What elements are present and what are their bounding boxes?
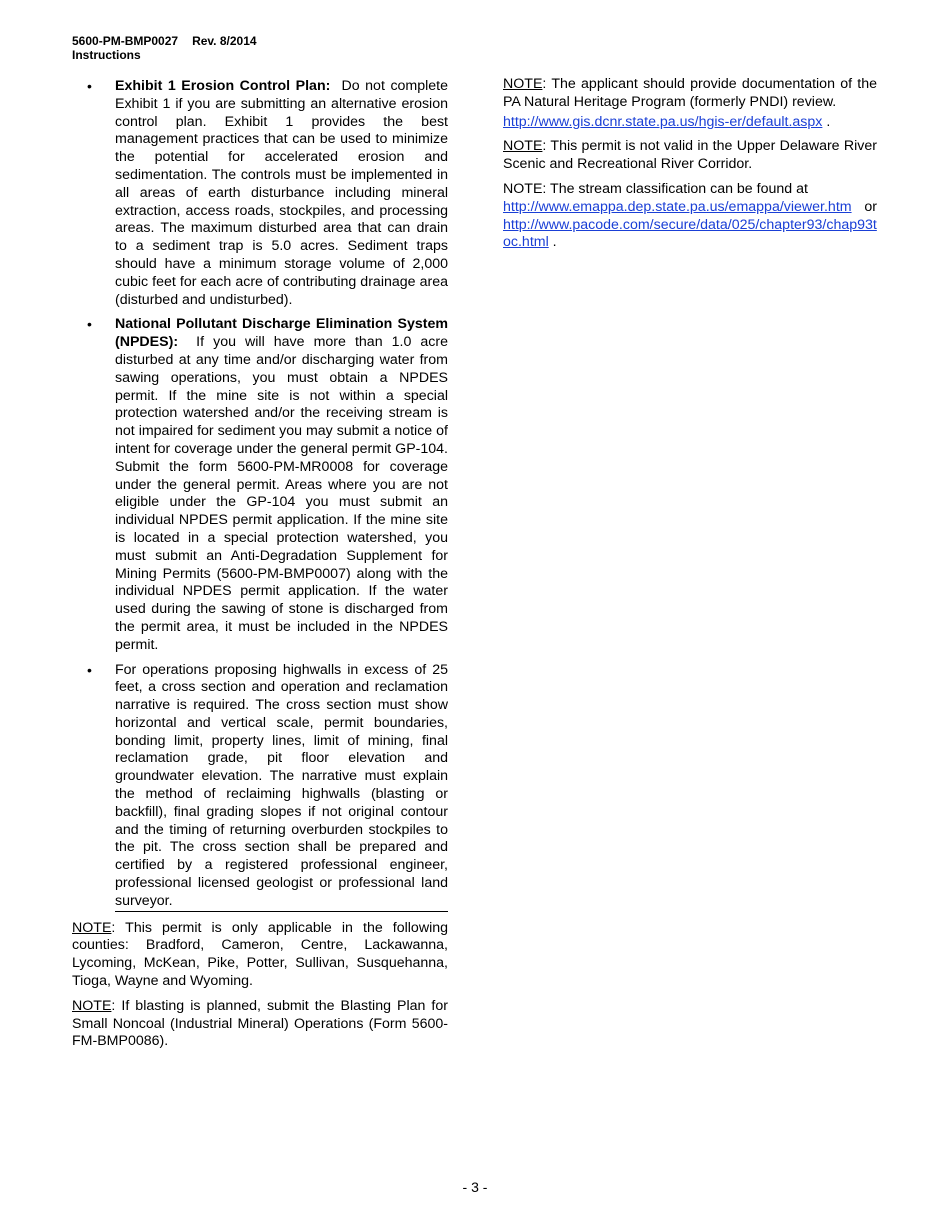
section-label: Instructions — [72, 48, 141, 62]
note-label: NOTE — [72, 919, 112, 936]
revision: Rev. 8/2014 — [192, 34, 257, 48]
list-item-erosion-control — [72, 78, 448, 309]
divider — [115, 911, 448, 912]
left-column — [72, 78, 448, 1058]
page-number: - 3 - — [462, 1179, 488, 1195]
list-item-highwalls — [72, 662, 448, 911]
note-natural-heritage-link-row — [503, 114, 877, 132]
note-delaware — [503, 138, 877, 174]
note-text: : This permit is not valid in the Upper Delaware River Scenic and Recreational River Corridor. — [503, 138, 877, 173]
note-label: NOTE — [503, 138, 543, 155]
note-blasting — [72, 998, 448, 1051]
right-column — [503, 76, 877, 252]
note-counties — [72, 920, 448, 991]
note-text: : The applicant should provide documentation of the PA Natural Heritage Program (formerly PNDI) review. — [503, 76, 877, 110]
note-text: : If blasting is planned, submit the Blasting Plan for Small Noncoal (Industrial Mineral) Operations (Form 5600-FM-BMP0086). — [72, 997, 448, 1050]
natural-heritage-link[interactable]: http://www.gis.dcnr.state.pa.us/hgis-er/default.aspx — [503, 113, 823, 130]
form-id: 5600-PM-BMP0027 — [72, 34, 179, 48]
stream-link-row — [503, 199, 877, 217]
pacode-link[interactable]: http://www.pacode.com/secure/data/025/chapter93/chap93toc.html — [503, 216, 877, 251]
note-trailing-period: . — [548, 234, 557, 251]
note-natural-heritage — [503, 76, 877, 112]
note-stream-classification — [503, 181, 877, 199]
item-body: Do not complete Exhibit 1 if you are submitting an alternative erosion control plan. Exhibit 1 provides the best management practices that can be used to minimize the potential for accelerated erosion and sedimentation. The controls must be implemented in all areas of earth disturbance including mineral extraction, access roads, stockpiles, and processing areas. The maximum disturbed area that can drain to a sediment trap is 5.0 acres. Sediment traps should have a minimum storage volume of 2,000 cubic feet for each acre of contributing drainage area (disturbed and undisturbed). — [115, 78, 449, 308]
document-header — [72, 34, 257, 62]
note-text: NOTE: The stream classification can be found at — [503, 180, 808, 197]
pacode-link-row — [503, 217, 877, 253]
or-text: or — [864, 198, 877, 215]
note-label: NOTE — [72, 997, 112, 1014]
emappa-link[interactable]: http://www.emappa.dep.state.pa.us/emappa/viewer.htm — [503, 198, 852, 215]
bullet-icon: • — [87, 316, 92, 333]
instruction-list — [72, 78, 448, 911]
item-body: For operations proposing highwalls in excess of 25 feet, a cross section and operation and reclamation narrative is required. The cross section must show horizontal and vertical scale, permit boundaries, bonding limit, property lines, limit of mining, final reclamation grade, pit floor elevation and groundwater elevation. The narrative must explain the method of reclaiming highwalls (blasting or backfill), final grading slopes if not original contour and the timing of returning overburden stockpiles to the pit. The cross section shall be prepared and certified by a registered professional engineer, professional licensed geologist or professional land surveyor. — [115, 661, 448, 909]
item-title: National Pollutant Discharge Elimination System (NPDES): — [115, 316, 448, 351]
note-trailing-period: . — [822, 113, 831, 130]
note-label: NOTE — [503, 76, 543, 92]
note-text: : This permit is only applicable in the following counties: Bradford, Cameron, Centre, Lackawanna, Lycoming, McKean, Pike, Potter, Sullivan, Susquehanna, Tioga, Wayne and Wyoming. — [72, 919, 448, 990]
item-title: Exhibit 1 Erosion Control Plan: — [115, 78, 331, 94]
bullet-icon: • — [87, 661, 92, 678]
bullet-icon: • — [87, 78, 92, 94]
item-body: If you will have more than 1.0 acre disturbed at any time and/or discharging water from sawing operations, you must obtain a NPDES permit. If the mine site is not within a special protection watershed and/or the receiving stream is not impaired for sediment you may submit a notice of intent for coverage under the general permit GP-104. Submit the form 5600-PM-MR0008 for coverage under the general permit. Areas where you are not eligible under the GP-104 you must submit an individual NPDES permit application. If the mine site is located in a special protection watershed, you must submit an Anti-Degradation Supplement for Mining Permits (5600-PM-BMP0007) along with the individual NPDES permit application. If the water used during the sawing of stone is discharged from the permit area, it must be included in the NPDES permit. — [115, 334, 449, 653]
list-item-npdes — [72, 316, 448, 654]
